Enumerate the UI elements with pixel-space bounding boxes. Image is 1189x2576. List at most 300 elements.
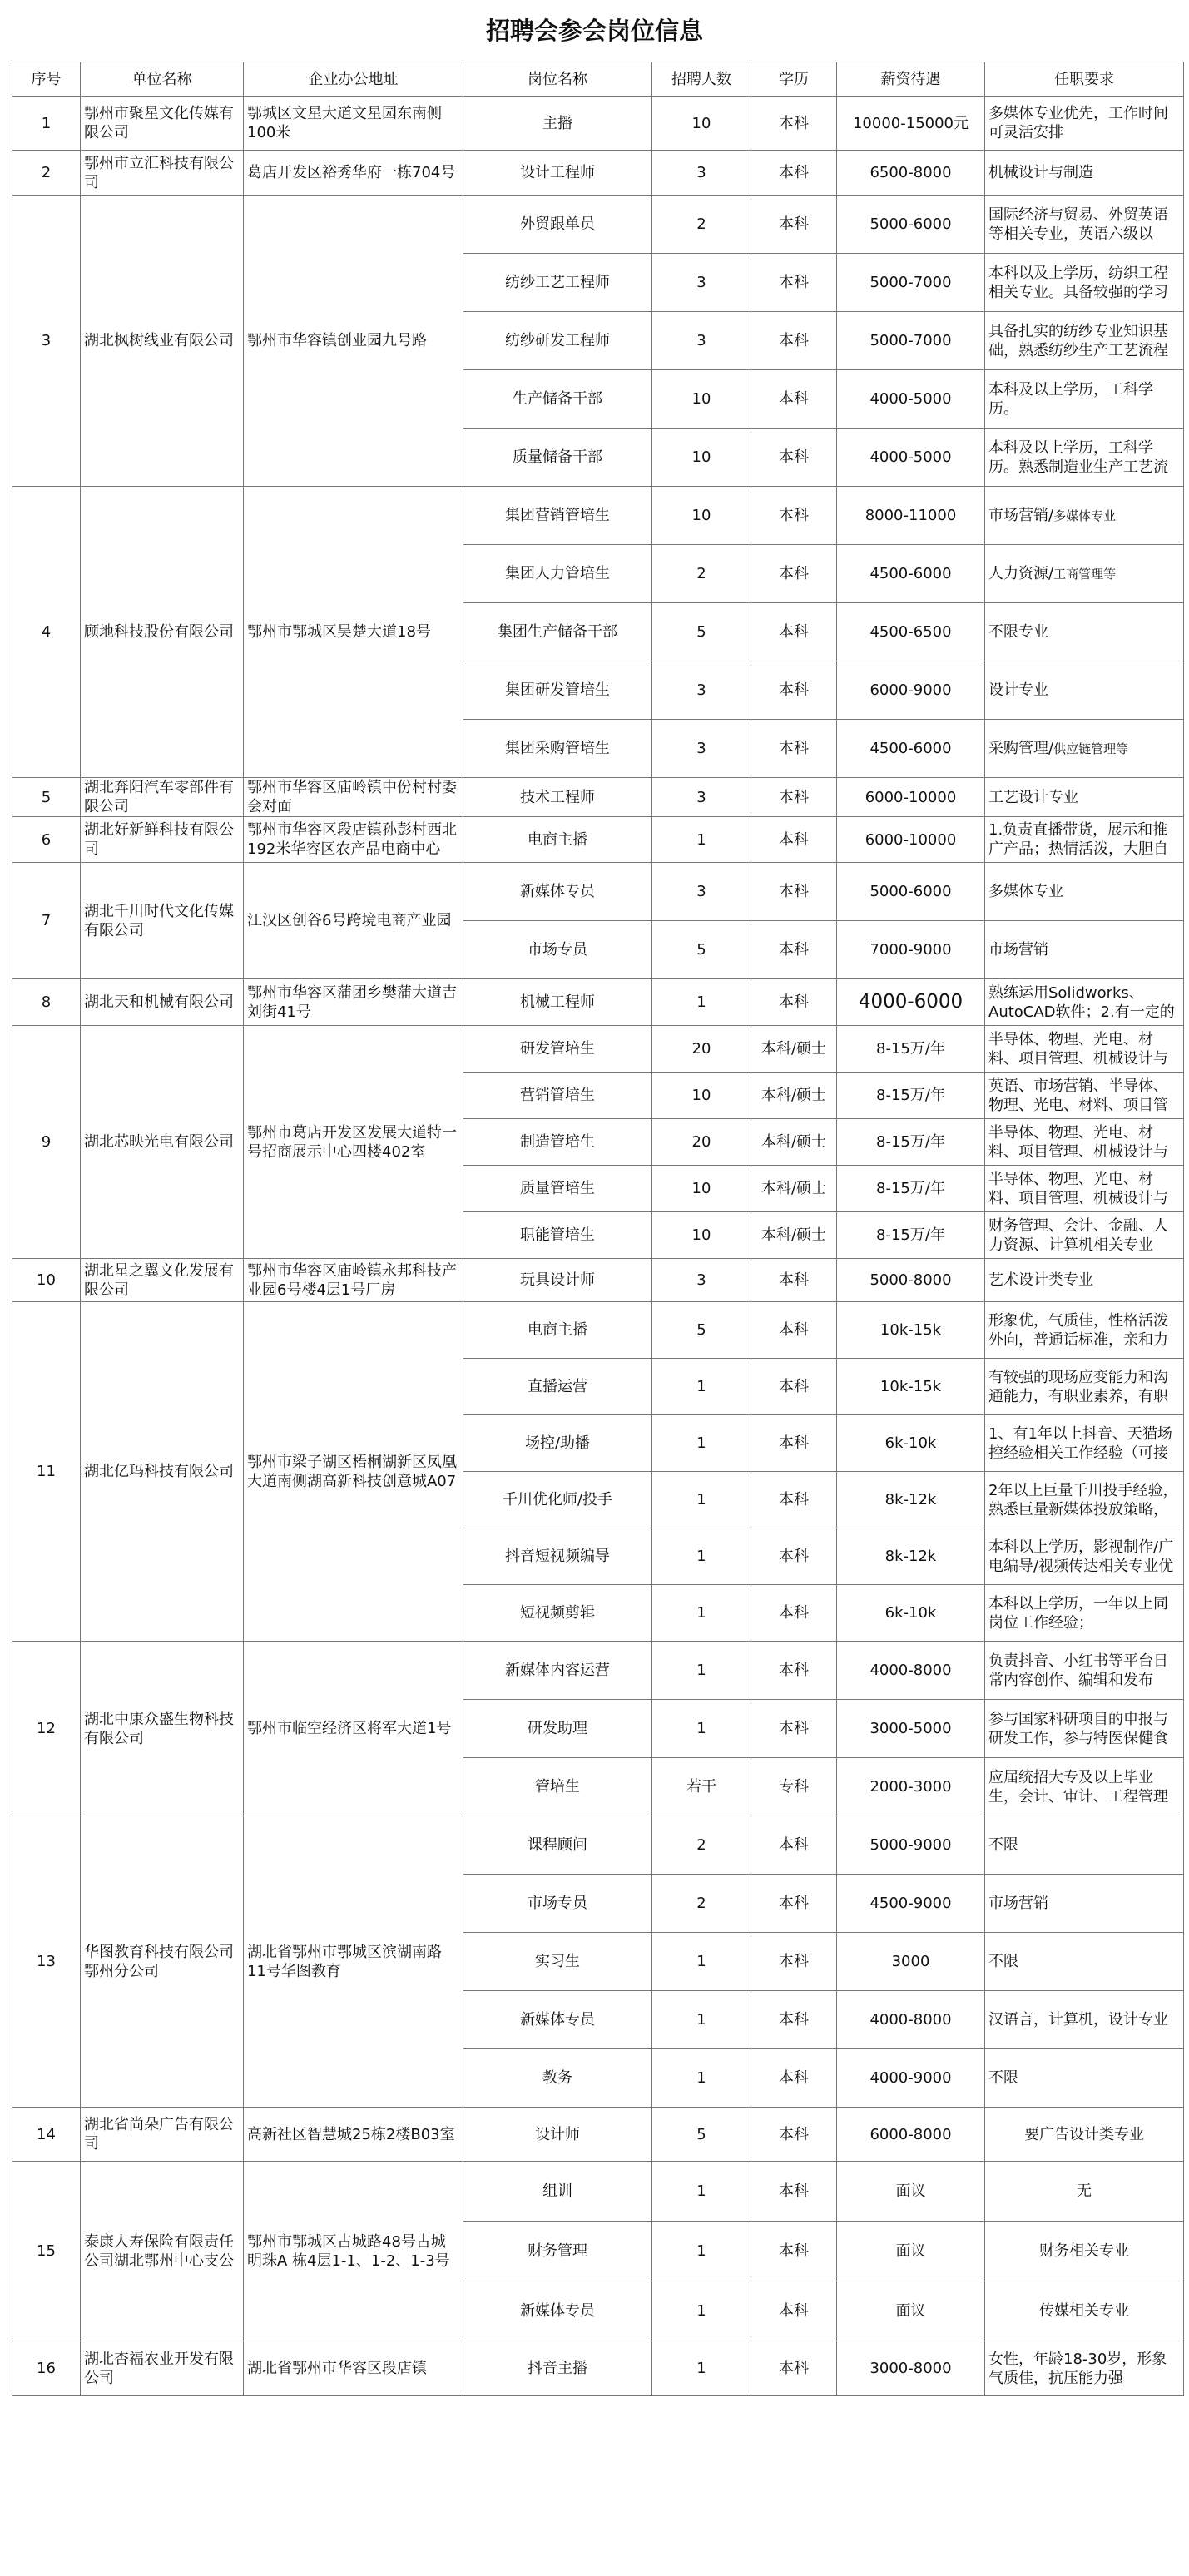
salary-text: 8k-12k (884, 1491, 937, 1508)
headcount-text: 2 (696, 565, 706, 582)
headcount-text: 1 (696, 1548, 706, 1565)
headcount-text: 10 (691, 390, 711, 408)
education-text: 本科 (779, 2125, 809, 2143)
position-name-text: 千川优化师/投手 (502, 1491, 613, 1508)
requirements-text-wrap (988, 1271, 1180, 1290)
salary (837, 545, 985, 603)
row-index (12, 1816, 81, 2108)
row-index (12, 2341, 81, 2396)
education-text: 本科 (779, 681, 809, 699)
position-name-text: 短视频剪辑 (520, 1604, 595, 1622)
education (751, 1302, 837, 1359)
education-text: 专科 (779, 1778, 809, 1796)
requirements-text: 女性，年龄18-30岁，形象气质佳，抗压能力强 (988, 2350, 1167, 2387)
education-text: 本科/硕士 (760, 1180, 827, 1197)
requirements (985, 1212, 1184, 1259)
education-text: 本科/硕士 (760, 1040, 827, 1058)
requirements-text-wrap (988, 264, 1180, 302)
education-text: 本科 (779, 2011, 809, 2029)
headcount-text: 5 (696, 941, 706, 959)
company-name-text: 湖北枫树线业有限公司 (84, 332, 234, 349)
headcount (652, 1528, 751, 1585)
education (751, 720, 837, 778)
salary-text: 6000-9000 (869, 681, 952, 699)
position-name-text: 机械工程师 (520, 993, 595, 1011)
requirements (985, 863, 1184, 921)
company-name-text: 湖北好新鲜科技有限公司 (84, 821, 234, 858)
position-name-text: 市场专员 (528, 1895, 587, 1912)
position-name (463, 2341, 652, 2396)
salary-text: 4000-9000 (869, 2069, 952, 2087)
headcount (652, 1991, 751, 2049)
position-name-text: 设计工程师 (520, 164, 595, 181)
company-name-text: 湖北千川时代文化传媒有限公司 (84, 902, 234, 939)
salary-text: 8000-11000 (865, 507, 957, 524)
position-name-text: 实习生 (535, 1953, 580, 1970)
table-row (12, 97, 1184, 151)
requirements-text: 要广告设计类专业 (1024, 2125, 1144, 2143)
headcount (652, 603, 751, 661)
headcount (652, 254, 751, 312)
company-name (81, 863, 244, 979)
requirements (985, 2049, 1184, 2108)
requirements (985, 720, 1184, 778)
salary-text: 6000-8000 (869, 2125, 952, 2143)
requirements-text-wrap (988, 380, 1180, 419)
requirements (985, 817, 1184, 863)
row-index-text: 5 (41, 788, 52, 806)
company-name-text: 华图教育科技有限公司鄂州分公司 (84, 1943, 234, 1980)
requirements-text-wrap (988, 1170, 1180, 1208)
education (751, 151, 837, 196)
company-address-text: 高新社区智慧城25栋2楼B03室 (247, 2125, 455, 2143)
company-name-text: 湖北中康众盛生物科技有限公司 (84, 1710, 234, 1747)
headcount-text: 若干 (686, 1778, 716, 1796)
requirements (985, 2222, 1184, 2281)
requirements-text: 负责抖音、小红书等平台日常内容创作、编辑和发布 (988, 1652, 1168, 1689)
education (751, 97, 837, 151)
education-text: 本科 (779, 1720, 809, 1737)
salary (837, 2222, 985, 2281)
requirements-text-wrap (988, 206, 1180, 244)
headcount-text: 3 (696, 332, 706, 349)
headcount-text: 3 (696, 1271, 706, 1289)
row-index (12, 1302, 81, 1642)
row-index (12, 2108, 81, 2162)
header-row (12, 62, 1184, 97)
requirements-text: 市场营销/ (988, 506, 1054, 524)
position-name (463, 1642, 652, 1700)
company-address (244, 979, 463, 1026)
row-index (12, 778, 81, 817)
requirements (985, 151, 1184, 196)
requirements (985, 2108, 1184, 2162)
education (751, 1585, 837, 1642)
education-text: 本科 (779, 114, 809, 132)
salary (837, 720, 985, 778)
headcount (652, 1026, 751, 1073)
education-text: 本科 (779, 215, 809, 233)
requirements-subtext: 供应链管理等 (1053, 741, 1129, 756)
salary-text: 4500-6000 (869, 740, 952, 757)
table-row (12, 151, 1184, 196)
salary (837, 1816, 985, 1875)
headcount-text: 1 (696, 2069, 706, 2087)
row-index-text: 9 (41, 1133, 52, 1151)
requirements (985, 1875, 1184, 1933)
position-name (463, 817, 652, 863)
table-row (12, 2108, 1184, 2162)
requirements-text-wrap (988, 2301, 1180, 2321)
headcount-text: 5 (696, 1321, 706, 1339)
row-index (12, 1026, 81, 1259)
requirements-text-wrap (988, 2068, 1180, 2088)
job-table (12, 62, 1184, 2396)
page-title: 招聘会参会岗位信息 (485, 17, 703, 45)
requirements-text-wrap (988, 104, 1180, 142)
company-address (244, 863, 463, 979)
requirements-text: 传媒相关专业 (1039, 2302, 1129, 2320)
position-name (463, 778, 652, 817)
row-index-text: 2 (41, 164, 52, 181)
requirements-text: 采购管理/ (988, 739, 1054, 757)
company-address (244, 1259, 463, 1302)
position-name (463, 545, 652, 603)
requirements (985, 97, 1184, 151)
row-index (12, 1259, 81, 1302)
headcount (652, 1758, 751, 1816)
position-name-text: 抖音主播 (528, 2360, 587, 2377)
headcount-text: 1 (696, 2182, 706, 2200)
row-index-text: 15 (37, 2242, 56, 2260)
position-name (463, 1302, 652, 1359)
position-name (463, 2222, 652, 2281)
salary (837, 1875, 985, 1933)
requirements (985, 1259, 1184, 1302)
requirements (985, 2162, 1184, 2222)
col-header-company: 单位名称 (81, 62, 244, 97)
company-address (244, 1026, 463, 1259)
salary-text: 6500-8000 (869, 164, 952, 181)
col-header-headcount: 招聘人数 (652, 62, 751, 97)
requirements-text: 不限 (988, 1953, 1018, 1970)
company-address (244, 2341, 463, 2396)
education-text: 本科 (779, 274, 809, 291)
education (751, 1259, 837, 1302)
headcount-text: 10 (691, 114, 711, 132)
company-address-text: 鄂州市华容区庙岭镇中份村村委会对面 (247, 779, 457, 815)
headcount-text: 1 (696, 1953, 706, 1970)
company-name (81, 817, 244, 863)
salary-text: 4000-5000 (869, 448, 952, 466)
position-name (463, 312, 652, 370)
salary (837, 1415, 985, 1472)
company-address-text: 湖北省鄂州市华容区段店镇 (247, 2360, 427, 2377)
salary (837, 1933, 985, 1991)
row-index-text: 7 (41, 912, 52, 929)
headcount (652, 1166, 751, 1212)
position-name-text: 玩具设计师 (520, 1271, 595, 1289)
company-address-text: 鄂城区文星大道文星园东南侧100米 (247, 105, 442, 141)
education-text: 本科 (779, 332, 809, 349)
company-address-text: 鄂州市华容镇创业园九号路 (247, 332, 427, 349)
education-text: 本科 (779, 1378, 809, 1395)
headcount (652, 1816, 751, 1875)
requirements-text-wrap (988, 1768, 1180, 1806)
position-name (463, 661, 652, 720)
position-name (463, 2108, 652, 2162)
position-name-text: 集团人力管培生 (505, 565, 610, 582)
education-text: 本科 (779, 1271, 809, 1289)
education (751, 2162, 837, 2222)
education-text: 本科/硕士 (760, 1226, 827, 1244)
requirements-text-wrap (988, 163, 1180, 182)
requirements (985, 1472, 1184, 1528)
position-name-text: 营销管培生 (520, 1087, 595, 1104)
requirements-text: 参与国家科研项目的申报与研发工作，参与特医保健食 (988, 1710, 1168, 1747)
position-name-text: 制造管培生 (520, 1133, 595, 1151)
headcount (652, 1359, 751, 1415)
requirements-text: 本科及以上学历，工科学历。熟悉制造业生产工艺流 (988, 438, 1168, 476)
requirements-text: 工艺设计专业 (988, 788, 1078, 806)
headcount-text: 10 (691, 1226, 711, 1244)
headcount-text: 2 (696, 1895, 706, 1912)
headcount-text: 1 (696, 1434, 706, 1452)
headcount-text: 3 (696, 681, 706, 699)
education-text: 本科 (779, 565, 809, 582)
table-row (12, 1642, 1184, 1700)
requirements-text-wrap (988, 438, 1180, 477)
salary-text: 5000-6000 (869, 883, 952, 900)
salary (837, 2049, 985, 2108)
headcount-text: 1 (696, 2242, 706, 2260)
salary-text: 10k-15k (879, 1378, 942, 1395)
requirements-subtext: 多媒体专业 (1053, 508, 1117, 523)
headcount-text: 3 (696, 740, 706, 757)
education (751, 1359, 837, 1415)
education (751, 1472, 837, 1528)
requirements-text-wrap (988, 2010, 1180, 2029)
requirements (985, 1700, 1184, 1758)
requirements-text-wrap (988, 2125, 1180, 2144)
requirements (985, 1991, 1184, 2049)
company-name (81, 1259, 244, 1302)
requirements-text: 本科及以上学历，工科学历。 (988, 380, 1153, 418)
requirements-text: 本科以及上学历，纺织工程相关专业。具备较强的学习 (988, 264, 1168, 301)
requirements-text-wrap (988, 940, 1180, 959)
company-address-text: 鄂州市华容区段店镇孙彭村西北192米华容区农产品电商中心 (247, 821, 457, 858)
row-index (12, 817, 81, 863)
requirements-text: 艺术设计类专业 (988, 1271, 1093, 1289)
table-row (12, 1816, 1184, 1875)
headcount (652, 2108, 751, 2162)
company-name-text: 顾地科技股份有限公司 (84, 623, 234, 641)
company-name-text: 鄂州市聚星文化传媒有限公司 (84, 105, 234, 141)
position-name-text: 研发管培生 (520, 1040, 595, 1058)
position-name-text: 抖音短视频编导 (505, 1548, 610, 1565)
salary (837, 1472, 985, 1528)
salary (837, 2341, 985, 2396)
requirements-text: 汉语言，计算机，设计专业 (988, 2011, 1168, 2029)
company-address (244, 1642, 463, 1816)
position-name (463, 2162, 652, 2222)
headcount (652, 2341, 751, 2396)
requirements-text-wrap (988, 882, 1180, 901)
company-address (244, 778, 463, 817)
requirements (985, 254, 1184, 312)
company-address (244, 1302, 463, 1642)
row-index-text: 1 (41, 114, 52, 132)
education (751, 1166, 837, 1212)
headcount (652, 921, 751, 979)
requirements (985, 312, 1184, 370)
requirements-text-wrap (988, 1538, 1180, 1576)
company-name (81, 778, 244, 817)
position-name-text: 组训 (542, 2182, 572, 2200)
salary-text: 4500-9000 (869, 1895, 952, 1912)
salary (837, 1212, 985, 1259)
requirements-text: 无 (1077, 2182, 1092, 2200)
headcount (652, 1642, 751, 1700)
education-text: 本科 (779, 1434, 809, 1452)
col-header-requirements: 任职要求 (985, 62, 1184, 97)
requirements-text: 应届统招大专及以上毕业生，会计、审计、工程管理 (988, 1768, 1168, 1806)
headcount (652, 1212, 751, 1259)
salary-text: 7000-9000 (869, 941, 952, 959)
salary (837, 778, 985, 817)
headcount-text: 10 (691, 507, 711, 524)
company-address-text: 鄂州市临空经济区将军大道1号 (247, 1720, 452, 1737)
company-name-text: 湖北芯映光电有限公司 (84, 1133, 234, 1151)
requirements-text: 国际经济与贸易、外贸英语等相关专业，英语六级以 (988, 206, 1168, 243)
row-index-text: 8 (41, 993, 52, 1011)
col-header-address: 企业办公地址 (244, 62, 463, 97)
salary (837, 1642, 985, 1700)
education-text: 本科 (779, 830, 809, 849)
education-text: 本科 (779, 2242, 809, 2260)
salary (837, 1359, 985, 1415)
headcount (652, 545, 751, 603)
requirements-text: 形象优，气质佳，性格活泼外向，普通话标准，亲和力 (988, 1311, 1168, 1349)
headcount (652, 1259, 751, 1302)
company-name (81, 2108, 244, 2162)
requirements-text-wrap (988, 681, 1180, 700)
requirements-text-wrap (988, 1030, 1180, 1068)
headcount (652, 1302, 751, 1359)
requirements-text-wrap (988, 1481, 1180, 1519)
salary-text: 3000-5000 (869, 1720, 952, 1737)
requirements (985, 603, 1184, 661)
education-text: 本科 (779, 1836, 809, 1854)
salary (837, 1073, 985, 1119)
salary (837, 97, 985, 151)
headcount (652, 2049, 751, 2108)
row-index-text: 14 (37, 2125, 56, 2143)
company-address (244, 196, 463, 487)
headcount-text: 1 (696, 2011, 706, 2029)
position-name (463, 1166, 652, 1212)
salary-text: 4000-8000 (869, 1662, 952, 1679)
position-name (463, 429, 652, 487)
education-text: 本科 (779, 883, 809, 900)
company-address-text: 鄂州市葛店开发区发展大道特一号招商展示中心四楼402室 (247, 1123, 457, 1161)
salary-text: 4000-6000 (858, 993, 964, 1012)
salary (837, 1585, 985, 1642)
requirements-text: 设计专业 (988, 681, 1048, 699)
requirements-text-wrap (988, 820, 1180, 859)
requirements (985, 1642, 1184, 1700)
salary (837, 1700, 985, 1758)
salary (837, 2162, 985, 2222)
row-index-text: 16 (37, 2360, 56, 2377)
position-name-text: 管培生 (535, 1778, 580, 1796)
education-text: 本科 (779, 623, 809, 641)
position-name (463, 97, 652, 151)
education (751, 2281, 837, 2341)
position-name (463, 196, 652, 254)
headcount-text: 1 (696, 1604, 706, 1622)
company-name (81, 2341, 244, 2396)
position-name (463, 1472, 652, 1528)
position-name (463, 1073, 652, 1119)
requirements-text-wrap (988, 2350, 1180, 2388)
position-name-text: 设计师 (535, 2125, 580, 2143)
requirements (985, 1585, 1184, 1642)
salary (837, 1119, 985, 1166)
salary-text: 面议 (895, 2182, 926, 2200)
requirements-text-wrap (988, 2182, 1180, 2201)
company-name-text: 湖北奔阳汽车零部件有限公司 (84, 779, 234, 815)
position-name (463, 1758, 652, 1816)
col-header-education: 学历 (751, 62, 837, 97)
requirements (985, 1933, 1184, 1991)
position-name (463, 1991, 652, 2049)
education (751, 603, 837, 661)
education-text: 本科 (779, 788, 809, 806)
salary (837, 254, 985, 312)
education-text: 本科 (779, 2182, 809, 2200)
headcount-text: 1 (696, 1720, 706, 1737)
salary-text: 8k-12k (884, 1548, 937, 1565)
company-address-text: 鄂州市梁子湖区梧桐湖新区凤凰大道南侧湖高新科技创意城A07 (247, 1453, 457, 1490)
education (751, 1415, 837, 1472)
requirements-text: 机械设计与制造 (988, 164, 1093, 181)
education-text: 本科 (779, 941, 809, 959)
headcount-text: 2 (696, 1836, 706, 1854)
company-name-text: 湖北亿玛科技有限公司 (84, 1463, 234, 1480)
company-address (244, 97, 463, 151)
company-address-text: 葛店开发区裕秀华府一栋704号 (247, 164, 456, 181)
position-name (463, 720, 652, 778)
position-name (463, 151, 652, 196)
row-index-text: 11 (37, 1463, 56, 1480)
requirements (985, 661, 1184, 720)
table-row (12, 487, 1184, 545)
requirements-text: 半导体、物理、光电、材料、项目管理、机械设计与 (988, 1123, 1168, 1161)
requirements-text: 多媒体专业优先，工作时间可灵活安排 (988, 105, 1168, 141)
row-index (12, 979, 81, 1026)
education-text: 本科 (779, 1895, 809, 1912)
requirements-text-wrap (988, 1652, 1180, 1690)
requirements-text-wrap (988, 788, 1180, 807)
education (751, 1700, 837, 1758)
row-index-text: 6 (41, 830, 52, 849)
position-name (463, 863, 652, 921)
requirements-text-wrap (988, 1216, 1180, 1255)
salary (837, 1026, 985, 1073)
salary-text: 5000-6000 (869, 215, 952, 233)
headcount-text: 1 (696, 1662, 706, 1679)
